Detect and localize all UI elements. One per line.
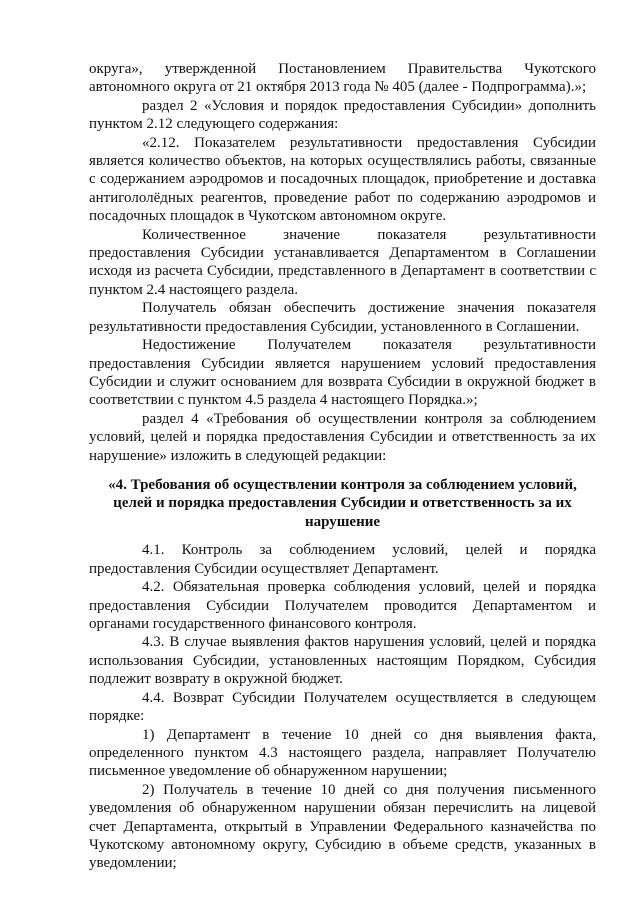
clause-4-4-item-1: 1) Департамент в течение 10 дней со дня выявления факта, определенного пунктом 4.3 настоящего раздела, направляет Получателю письменное уведомление об обнаруженном нарушении; [89,726,596,780]
section-4-heading: «4. Требования об осуществлении контроля за соблюдением условий, целей и порядка предоставления Субсидии и ответственность за их нарушение [108,476,577,530]
paragraph-non-achievement: Недостижение Получателем показателя результативности предоставления Субсидии является нарушением условий предоставления Субсидии и служит основанием для возврата Субсидии в окружной бюджет в соответствии с пунктом 4.5 раздела 4 настоящего Порядка.»; [89,337,596,409]
paragraph-recipient-obligation: Получатель обязан обеспечить достижение значения показателя результативности предоставления Субсидии, установленного в Соглашении. [89,300,596,335]
paragraph-section-4-amendment: раздел 4 «Требования об осуществлении контроля за соблюдением условий, целей и порядка предоставления Субсидии и ответственность за их нарушение» изложить в следующей редакции: [89,410,596,464]
paragraph-section-2-amendment: раздел 2 «Условия и порядок предоставления Субсидии» дополнить пунктом 2.12 следующего содержания: [89,97,596,133]
clause-4-3: 4.3. В случае выявления фактов нарушения условий, целей и порядка использования Субсидии, установленных настоящим Порядком, Субсидия подлежит возврату в окружной бюджет. [89,634,596,688]
paragraph-quantitative-value: Количественное значение показателя результативности предоставления Субсидии устанавливается Департаментом в Соглашении исходя из расчета Субсидии, представленного в Департамент в соответствии с пунктом 2.4 настоящего раздела. [89,226,596,298]
clause-4-1: 4.1. Контроль за соблюдением условий, целей и порядка предоставления Субсидии осуществляет Департамент. [89,542,596,577]
clause-4-4-item-2: 2) Получатель в течение 10 дней со дня получения письменного уведомления об обнаруженном нарушении обязан перечислить на лицевой счет Департамента, открытый в Управлении Федерального казначейства по Чукотскому автономному округу, Субсидию в объеме средств, указанных в уведомлении; [89,781,596,872]
paragraph-clause-2-12: «2.12. Показателем результативности предоставления Субсидии является количество объектов, на которых осуществлялись работы, связанные с содержанием аэродромов и посадочных площадок, приобретение и доставка антигололёдных реагентов, проведение работ по содержанию аэродромов и посадочных площадок в Чукотском автономном округе. [89,134,596,225]
document-page [89,60,596,873]
clause-4-2: 4.2. Обязательная проверка соблюдения условий, целей и порядка предоставления Субсидии Получателем проводится Департаментом и органами государственного финансового контроля. [89,579,596,633]
paragraph-okruga-continuation: округа», утвержденной Постановлением Правительства Чукотского автономного округа от 21 октября 2013 года № 405 (далее - Подпрограмма).»; [89,61,596,96]
clause-4-4: 4.4. Возврат Субсидии Получателем осуществляется в следующем порядке: [89,689,596,725]
